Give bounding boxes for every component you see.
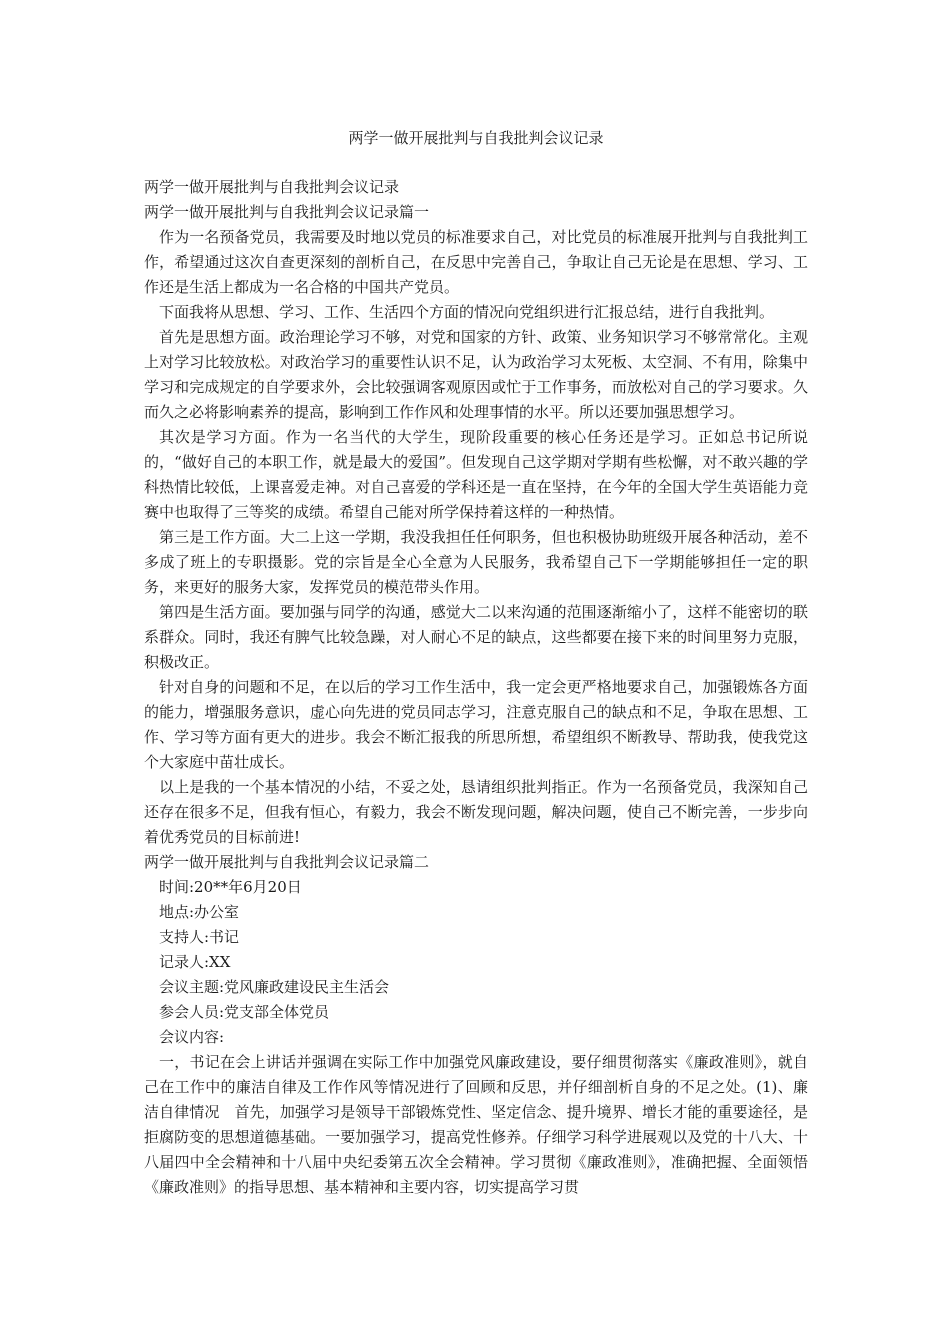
section-heading-part2: 两学一做开展批判与自我批判会议记录篇二 bbox=[144, 853, 430, 871]
paragraph: 下面我将从思想、学习、工作、生活四个方面的情况向党组织进行汇报总结，进行自我批判。 bbox=[159, 303, 775, 321]
section-heading-part1: 两学一做开展批判与自我批判会议记录篇一 bbox=[144, 203, 430, 221]
section-heading-main: 两学一做开展批判与自我批判会议记录 bbox=[144, 178, 400, 196]
paragraph: 其次是学习方面。作为一名当代的大学生，现阶段重要的核心任务还是学习。正如总书记所说的，“做好自己的本职工作，就是最大的爱国”。但发现自己这学期对学期有些松懈，对不敢兴趣的学科热情比较低，上课喜爱走神。对自己喜爱的学科还是一直在坚持，在今年的全国大学生英语能力竞赛中也取得了三等奖的成绩。希望自己能对所学保持着这样的一种热情。 bbox=[144, 428, 808, 521]
paragraph: 一，书记在会上讲话并强调在实际工作中加强党风廉政建设，要仔细贯彻落实《廉政准则》，就自己在工作中的廉洁自律及工作作风等情况进行了回顾和反思，并仔细剖析自身的不足之处。(1)、廉洁自律情况 首先，加强学习是领导干部锻炼党性、坚定信念、提升境界、增长才能的重要途径，是拒腐防变的思想道德基础。一要加强学习，提高党性修养。仔细学习科学进展观以及党的十八大、十八届四中全会精神和十八届中央纪委第五次全会精神。学习贯彻《廉政准则》，准确把握、全面领悟《廉政准则》的指导思想、基本精神和主要内容，切实提高学习贯 bbox=[144, 1053, 808, 1196]
meeting-location: 地点:办公室 bbox=[159, 903, 240, 921]
document-title: 两学一做开展批判与自我批判会议记录 bbox=[348, 129, 604, 147]
meeting-recorder: 记录人:XX bbox=[159, 953, 231, 971]
document-page bbox=[144, 126, 808, 1200]
meeting-time: 时间:20**年6月20日 bbox=[159, 878, 302, 896]
meeting-attendees: 参会人员:党支部全体党员 bbox=[159, 1003, 330, 1021]
paragraph: 以上是我的一个基本情况的小结，不妥之处，恳请组织批判指正。作为一名预备党员，我深知自己还存在很多不足，但我有恒心，有毅力，我会不断发现问题，解决问题，使自己不断完善，一步步向着优秀党员的目标前进! bbox=[144, 778, 808, 846]
paragraph: 第四是生活方面。要加强与同学的沟通，感觉大二以来沟通的范围逐渐缩小了，这样不能密切的联系群众。同时，我还有脾气比较急躁，对人耐心不足的缺点，这些都要在接下来的时间里努力克服，积极改正。 bbox=[144, 603, 808, 671]
paragraph: 针对自身的问题和不足，在以后的学习工作生活中，我一定会更严格地要求自己，加强锻炼各方面的能力，增强服务意识，虚心向先进的党员同志学习，注意克服自己的缺点和不足，争取在思想、工作、学习等方面有更大的进步。我会不断汇报我的所思所想，希望组织不断教导、帮助我，使我党这个大家庭中苗壮成长。 bbox=[144, 678, 808, 771]
meeting-host: 支持人:书记 bbox=[159, 928, 240, 946]
meeting-content-label: 会议内容: bbox=[159, 1028, 225, 1046]
paragraph: 首先是思想方面。政治理论学习不够，对党和国家的方针、政策、业务知识学习不够常常化。主观上对学习比较放松。对政治学习的重要性认识不足，认为政治学习太死板、太空洞、不有用，除集中学习和完成规定的自学要求外，会比较强调客观原因或忙于工作事务，而放松对自己的学习要求。久而久之必将影响素养的提高，影响到工作作风和处理事情的水平。所以还要加强思想学习。 bbox=[144, 328, 808, 421]
paragraph: 作为一名预备党员，我需要及时地以党员的标准要求自己，对比党员的标准展开批判与自我批判工作，希望通过这次自查更深刻的剖析自己，在反思中完善自己，争取让自己无论是在思想、学习、工作还是生活上都成为一名合格的中国共产党员。 bbox=[144, 228, 808, 296]
paragraph: 第三是工作方面。大二上这一学期，我没我担任任何职务，但也积极协助班级开展各种活动，差不多成了班上的专职摄影。党的宗旨是全心全意为人民服务，我希望自己下一学期能够担任一定的职务，来更好的服务大家，发挥党员的模范带头作用。 bbox=[144, 528, 808, 596]
meeting-topic: 会议主题:党风廉政建设民主生活会 bbox=[159, 978, 390, 996]
